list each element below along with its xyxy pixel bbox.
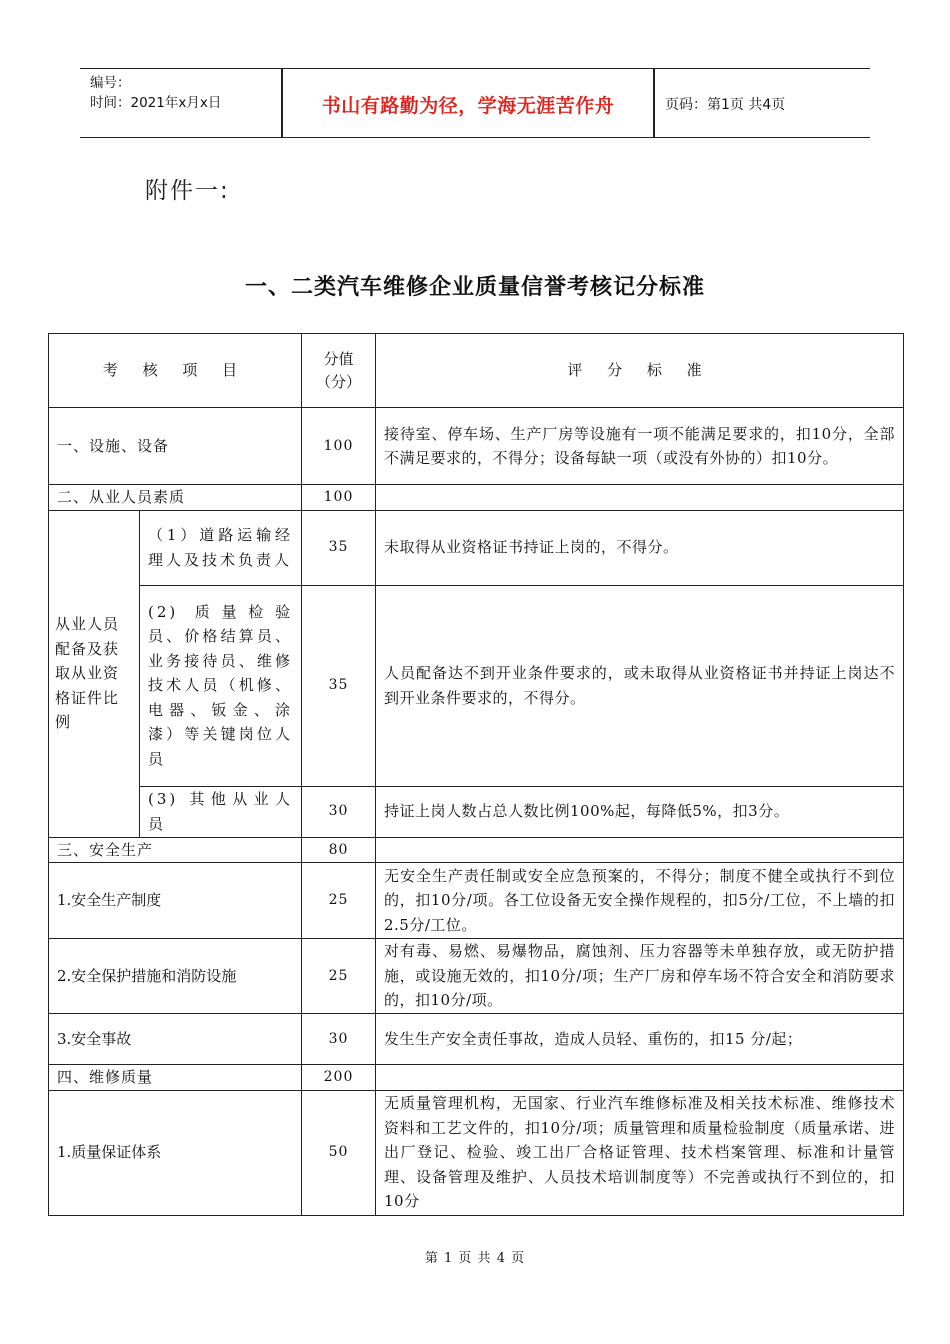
item-score: 25 [302,939,376,1014]
table-row [49,837,904,863]
item-name: 3.安全事故 [49,1014,302,1065]
item-score: 100 [302,485,376,511]
item-name: 1.质量保证体系 [49,1090,302,1215]
table-row [49,510,904,585]
document-date: 时间：2021年x月x日 [90,95,222,111]
item-name: 三、安全生产 [49,837,302,863]
item-criteria: 持证上岗人数占总人数比例100%起，每降低5%，扣3分。 [376,786,904,837]
header-page-number: 页码：第1页 共4页 [665,97,786,113]
item-criteria: 对有毒、易燃、易爆物品，腐蚀剂、压力容器等未单独存放，或无防护措施，或设施无效的，扣10分/项；生产厂房和停车场不符合安全和消防要求的，扣10分/项。 [376,939,904,1014]
item-name: (3) 其他从业人员 [140,786,302,837]
item-name: 四、维修质量 [49,1065,302,1091]
table-row [49,1014,904,1065]
item-name: 一、设施、设备 [49,408,302,485]
table-header-row [49,334,904,408]
header-criteria: 评 分 标 准 [376,334,904,408]
table-row [49,1065,904,1091]
item-criteria [376,485,904,511]
page-footer: 第 1 页 共 4 页 [424,1251,526,1266]
scoring-table [48,333,904,1216]
table-row [49,1090,904,1215]
item-criteria: 人员配备达不到开业条件要求的，或未取得从业资格证书并持证上岗达不到开业条件要求的，不得分。 [376,585,904,786]
header-item: 考 核 项 目 [49,334,302,408]
item-criteria: 无质量管理机构，无国家、行业汽车维修标准及相关技术标准、维修技术资料和工艺文件的，扣10分/项；质量管理和质量检验制度（质量承诺、进出厂登记、检验、竣工出厂合格证管理、技术档案管理、标准和计量管理、设备管理及维护、人员技术培训制度等）不完善或执行不到位的，扣10分 [376,1090,904,1215]
header-motto: 书山有路勤为径，学海无涯苦作舟 [321,95,615,117]
item-criteria: 发生生产安全责任事故，造成人员轻、重伤的，扣15 分/起； [376,1014,904,1065]
header-meta [90,73,221,113]
item-criteria: 未取得从业资格证书持证上岗的，不得分。 [376,510,904,585]
item-name: （1）道路运输经理人及技术负责人 [140,510,302,585]
table-row [49,863,904,939]
item-criteria: 接待室、停车场、生产厂房等设施有一项不能满足要求的，扣10分，全部不满足要求的，不得分；设备每缺一项（或没有外协的）扣10分。 [376,408,904,485]
table-row [49,485,904,511]
item-criteria: 无安全生产责任制或安全应急预案的，不得分；制度不健全或执行不到位的，扣10分/项。各工位设备无安全操作规程的，扣5分/工位，不上墙的扣2.5分/工位。 [376,863,904,939]
group-name: 从业人员配备及获取从业资格证件比例 [49,510,140,837]
item-score: 30 [302,1014,376,1065]
item-score: 30 [302,786,376,837]
item-criteria [376,1065,904,1091]
item-name: 二、从业人员素质 [49,485,302,511]
table-row [49,585,904,786]
table-row [49,408,904,485]
item-criteria [376,837,904,863]
item-score: 25 [302,863,376,939]
item-score: 200 [302,1065,376,1091]
table-row [49,939,904,1014]
item-name: 1.安全生产制度 [49,863,302,939]
header-score: 分值（分） [302,334,376,408]
item-name: 2.安全保护措施和消防设施 [49,939,302,1014]
header-divider [653,69,655,137]
document-title: 一、二类汽车维修企业质量信誉考核记分标准 [244,275,705,300]
item-score: 100 [302,408,376,485]
document-number: 编号： [90,75,131,91]
item-score: 35 [302,510,376,585]
table-row [49,786,904,837]
item-score: 50 [302,1090,376,1215]
document-header [80,68,870,138]
attachment-label: 附件一: [145,178,230,204]
item-score: 35 [302,585,376,786]
item-score: 80 [302,837,376,863]
item-name: (2) 质量检验员、价格结算员、业务接待员、维修技术人员（机修、电器、钣金、涂漆）等关键岗位人员 [140,585,302,786]
